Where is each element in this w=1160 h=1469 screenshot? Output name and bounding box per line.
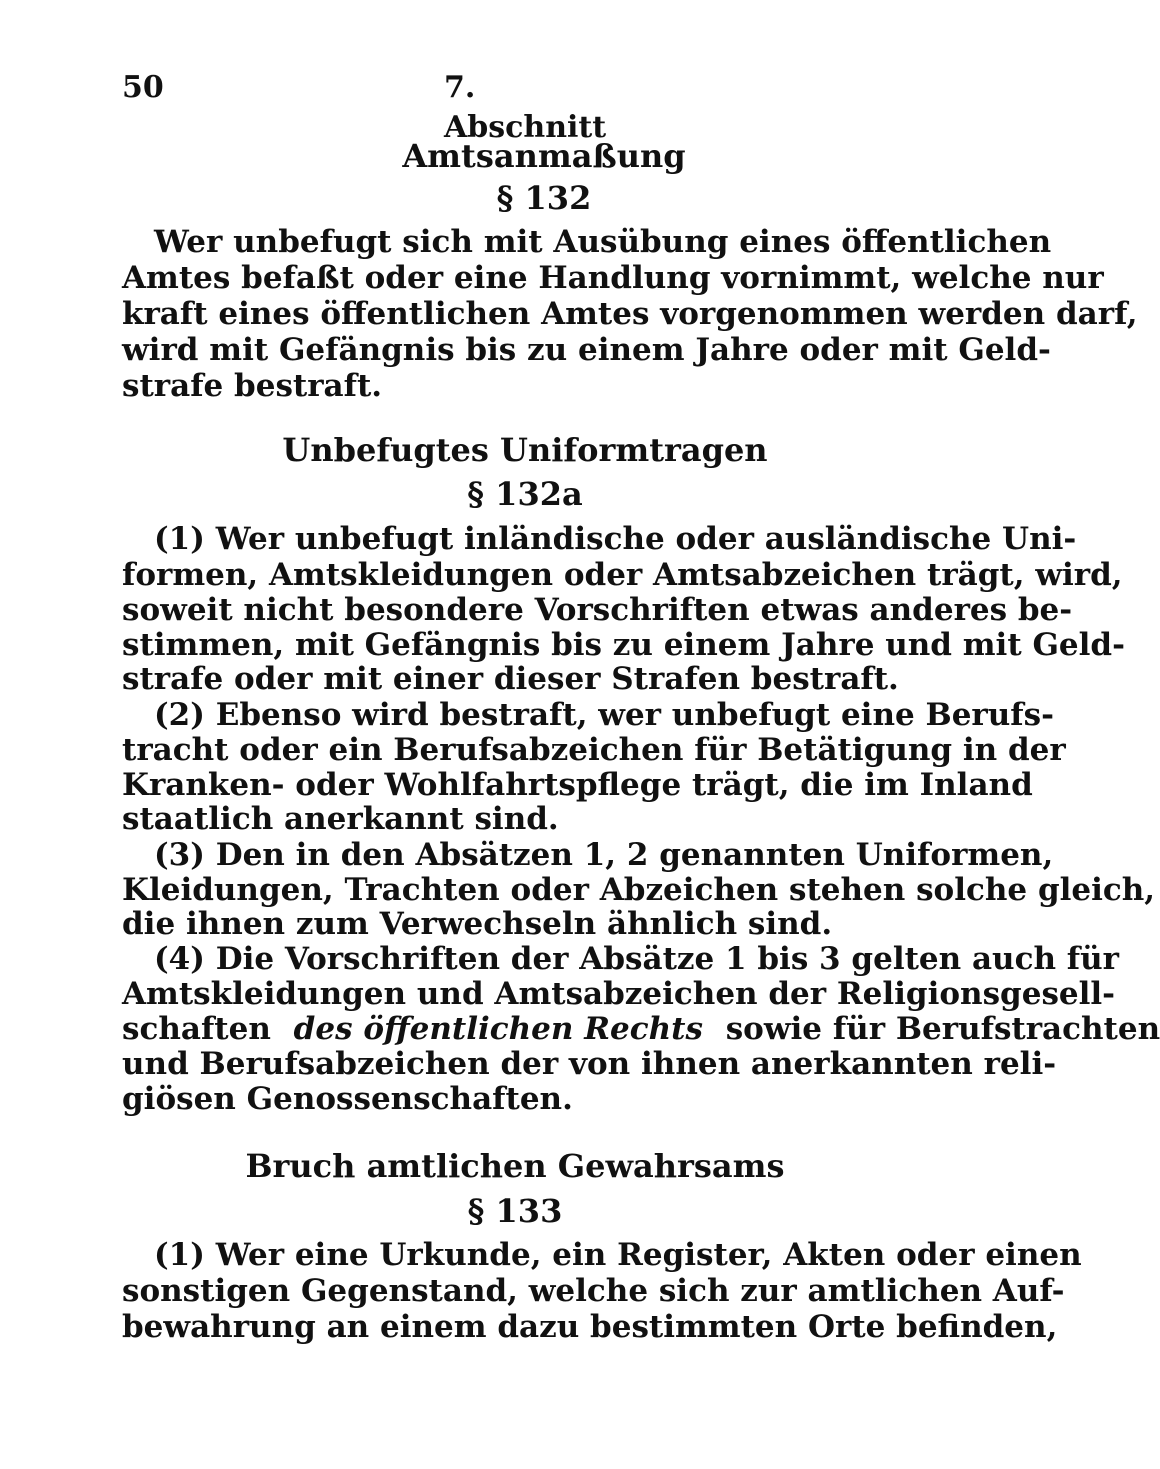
text-line: die ihnen zum Verwechseln ähnlich sind. [122,906,833,942]
text-line: Wer unbefugt sich mit Ausübung eines öffentlichen [154,224,1052,260]
text-line: (2) Ebenso wird bestraft, wer unbefugt eine Berufs- [154,697,1054,733]
text-line: (1) Wer eine Urkunde, ein Register, Akten oder einen [154,1237,1082,1273]
section-title-132: Amtsanmaßung [402,137,686,175]
paragraph-mark-132: § 132 [496,179,592,217]
text-line: kraft eines öffentlichen Amtes vorgenommen werden darf, [122,296,1138,332]
text-line: Amtes befaßt oder eine Handlung vornimmt, welche nur [122,260,1104,296]
text-fragment: schaften [122,1011,271,1047]
text-line: und Berufsabzeichen der von ihnen anerkannten reli- [122,1046,1057,1082]
text-line: tracht oder ein Berufsabzeichen für Betätigung in der [122,732,1066,768]
text-line: strafe bestraft. [122,368,383,404]
page-number: 50 [122,70,164,105]
text-line: Kranken- oder Wohlfahrtspflege trägt, die im Inland [122,767,1033,803]
paragraph-mark-132a: § 132a [467,475,583,513]
text-line: (3) Den in den Absätzen 1, 2 genannten Uniformen, [154,837,1054,873]
text-line: formen, Amtskleidungen oder Amtsabzeichen trägt, wird, [122,557,1123,593]
chapter-title: 7. Abschnitt [444,70,607,145]
text-line-mixed [122,1011,1160,1047]
text-line: stimmen, mit Gefängnis bis zu einem Jahre und mit Geld- [122,627,1125,663]
text-line: (4) Die Vorschriften der Absätze 1 bis 3 gelten auch für [154,941,1120,977]
text-line: sonstigen Gegenstand, welche sich zur amtlichen Auf- [122,1273,1065,1309]
section-title-133: Bruch amtlichen Gewahrsams [245,1147,785,1185]
text-line: (1) Wer unbefugt inländische oder ausländische Uni- [154,521,1077,557]
text-line: soweit nicht besondere Vorschriften etwas anderes be- [122,592,1073,628]
text-line: staatlich anerkannt sind. [122,801,559,837]
text-line: strafe oder mit einer dieser Strafen bestraft. [122,661,899,697]
text-line: Amtskleidungen und Amtsabzeichen der Religionsgesell- [122,976,1116,1012]
text-fragment-italic: des öffentlichen Rechts [293,1011,703,1047]
text-fragment: sowie für Berufstrachten [725,1011,1160,1047]
text-line: Kleidungen, Trachten oder Abzeichen stehen solche gleich, [122,872,1156,908]
text-line: wird mit Gefängnis bis zu einem Jahre oder mit Geld- [122,332,1051,368]
running-head [122,68,632,145]
paragraph-mark-133: § 133 [467,1192,563,1230]
text-line: bewahrung an einem dazu bestimmten Orte befinden, [122,1309,1058,1345]
text-line: giösen Genossenschaften. [122,1081,573,1117]
section-title-132a: Unbefugtes Uniformtragen [282,431,768,469]
